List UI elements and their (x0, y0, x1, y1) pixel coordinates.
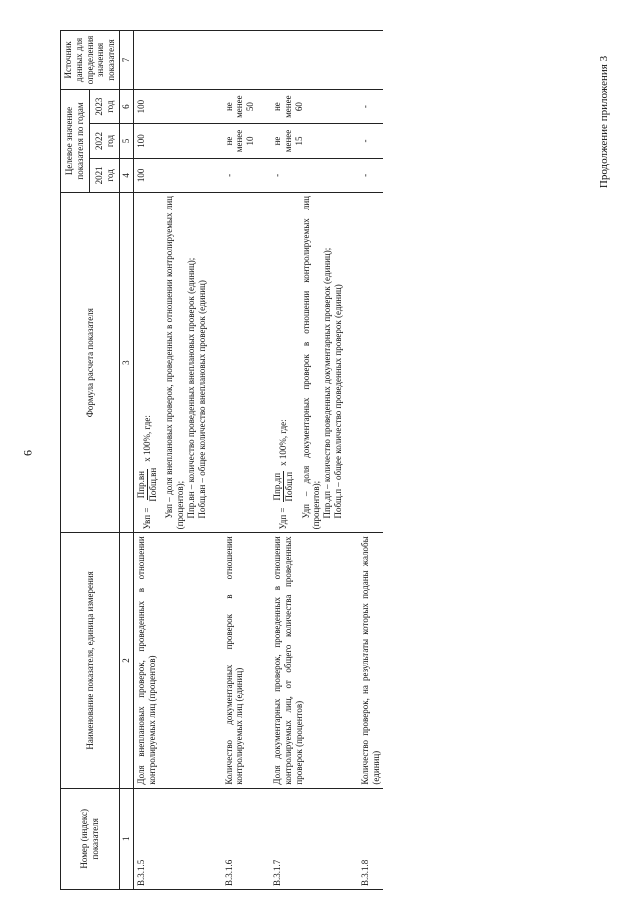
formula-fraction (136, 466, 159, 504)
column-number: 2 (119, 533, 133, 788)
formula-description (164, 196, 207, 529)
formula-lhs: Увп = (141, 507, 152, 530)
row-name: Доля внеплановых проверок, проведенных в отношении контролируемых лиц (процентов) (133, 533, 209, 788)
value-2022: не менее 10 (222, 124, 258, 158)
value-2023: - (358, 89, 384, 123)
formula-description (301, 196, 344, 529)
value-2023: не менее 60 (270, 89, 346, 123)
formula-fraction (272, 470, 295, 504)
formula-desc-line: Удп – доля документарных проверок в отношении контролируемых лиц (процентов); (300, 196, 322, 530)
formula-numerator: Ппр.дп (271, 472, 282, 501)
row-index: В.3.1.7 (270, 788, 346, 889)
formula-rhs: х 100%, где: (141, 415, 152, 462)
formula-rhs: х 100%, где: (277, 419, 288, 466)
value-2021: 100 (133, 158, 209, 192)
column-number: 6 (119, 89, 133, 123)
value-2022: 100 (133, 124, 209, 158)
table-row (222, 31, 258, 890)
header-source: Источник данных для определения значения показателя (61, 31, 120, 90)
header-year-2022: 2022 год (90, 124, 120, 158)
column-number: 4 (119, 158, 133, 192)
table-row (358, 31, 384, 890)
header-target: Целевое значение показателя по годам (61, 89, 90, 192)
row-index: В.3.1.5 (133, 788, 209, 889)
column-number: 5 (119, 124, 133, 158)
row-source (133, 31, 209, 90)
row-formula (358, 193, 384, 533)
continuation-label: Продолжение приложения 3 (598, 55, 610, 189)
header-formula: Формула расчета показателя (61, 193, 120, 533)
header-index: Номер (индекс) показателя (61, 788, 120, 889)
row-name: Количество документарных проверок в отношении контролируемых лиц (единиц) (222, 533, 258, 788)
row-spacer (210, 31, 222, 890)
value-2021: - (358, 158, 384, 192)
row-source (358, 31, 384, 90)
header-year-2023: 2023 год (90, 89, 120, 123)
value-2023: 100 (133, 89, 209, 123)
column-number: 1 (119, 788, 133, 889)
row-formula (133, 193, 209, 533)
formula-denominator: Побщ.вн (147, 467, 158, 502)
value-2022: - (358, 124, 384, 158)
row-formula (270, 193, 346, 533)
formula-line (136, 196, 159, 529)
formula-desc-line: Ппр.вн – количество проведенных внеплановых проверок (единиц); (185, 257, 196, 519)
row-spacer (346, 31, 358, 890)
row-index: В.3.1.6 (222, 788, 258, 889)
formula-desc-line: Ппр.дп – количество проведенных документарных проверок (единиц); (322, 247, 333, 519)
indicators-table (60, 30, 383, 890)
formula-numerator: Ппр.вн (135, 471, 146, 499)
value-2021: - (222, 158, 258, 192)
column-number: 7 (119, 31, 133, 90)
column-number: 3 (119, 193, 133, 533)
value-2021: - (270, 158, 346, 192)
row-index: В.3.1.8 (358, 788, 384, 889)
row-name: Количество проверок, на результаты которых поданы жалобы (единиц) (358, 533, 384, 788)
rotated-table-container (60, 30, 585, 890)
table-header (61, 31, 134, 890)
formula-line (272, 196, 295, 529)
formula-lhs: Удп = (277, 507, 288, 530)
value-2022: не менее 15 (270, 124, 346, 158)
formula-denominator: Побщ.п (283, 471, 294, 502)
row-source (270, 31, 346, 90)
header-year-2021: 2021 год (90, 158, 120, 192)
formula-desc-line: Побщ.п – общее количество проведенных проверок (единиц) (332, 284, 343, 519)
formula-desc-line: Побщ.вн – общее количество внеплановых проверок (единиц) (196, 280, 207, 519)
page-number: 6 (20, 450, 35, 456)
header-name: Наименование показателя, единица измерения (61, 533, 120, 788)
row-name: Доля документарных проверок, проведенных в отношении контролируемых лиц, от общего количества проведенных проверок (процентов) (270, 533, 346, 788)
column-number-row (119, 31, 133, 890)
table-row (270, 31, 346, 890)
row-source (222, 31, 258, 90)
formula-desc-line: Увп – доля внеплановых проверок, проведенных в отношении контролируемых лиц (процентов); (164, 196, 186, 530)
row-formula (222, 193, 258, 533)
table-row (133, 31, 209, 890)
row-spacer (258, 31, 270, 890)
value-2023: не менее 50 (222, 89, 258, 123)
